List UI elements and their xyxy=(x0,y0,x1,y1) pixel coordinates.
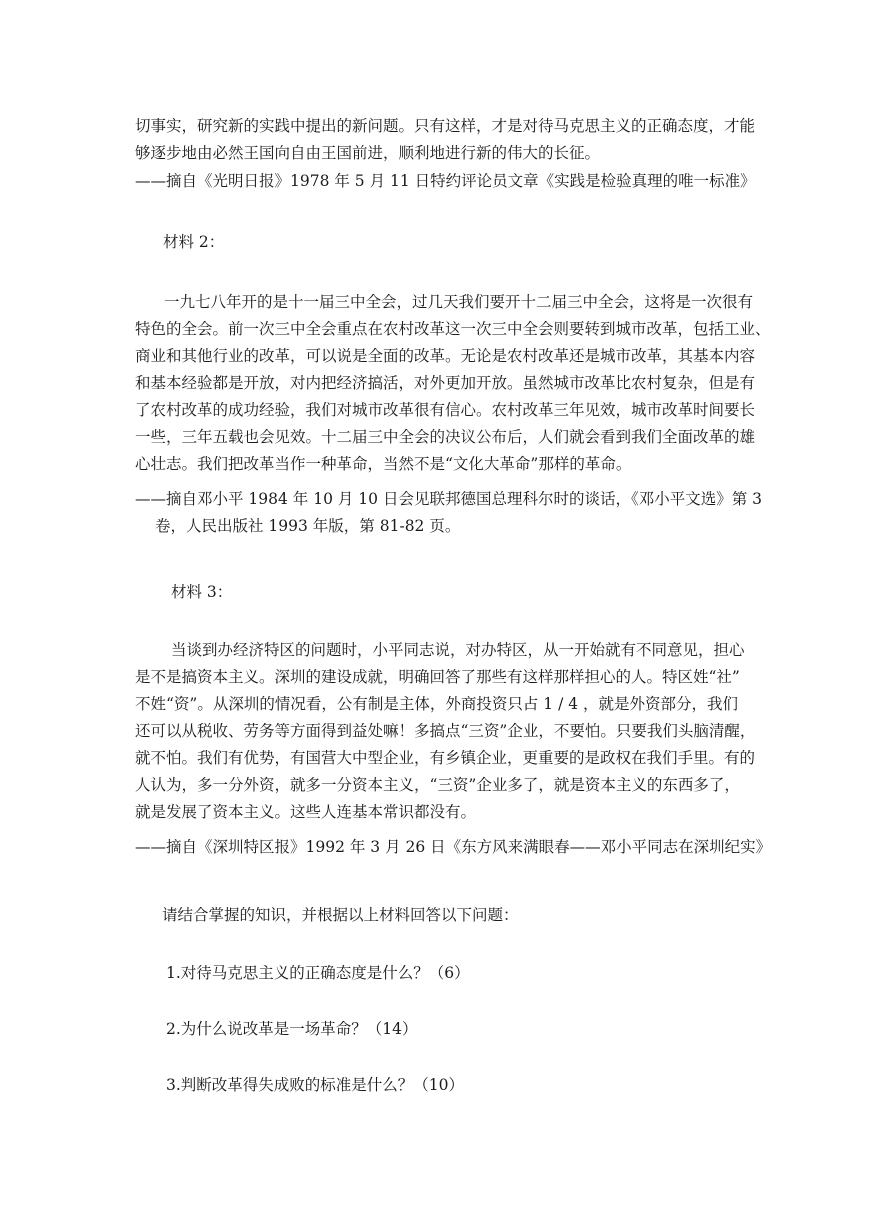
material3-text-line: 人认为，多一分外资，就多一分资本主义，“三资”企业多了，就是资本主义的东西多了， xyxy=(135,776,740,794)
material2-text-line: 一九七八年开的是十一届三中全会，过几天我们要开十二届三中全会，这将是一次很有 xyxy=(164,293,754,311)
material2-text-line: 心壮志。我们把改革当作一种革命，当然不是“文化大革命”那样的革命。 xyxy=(135,455,632,473)
material1-source: ——摘自《光明日报》1978 年 5 月 11 日特约评论员文章《实践是检验真理的唯一标准》 xyxy=(135,172,756,190)
material2-heading: 材料 2： xyxy=(163,233,225,251)
material2-text-line: 商业和其他行业的改革，可以说是全面的改革。无论是农村改革还是城市改革，其基本内容 xyxy=(135,347,756,365)
material3-source: ——摘自《深圳特区报》1992 年 3 月 26 日《东方风来满眼春——邓小平同志在深圳纪实》 xyxy=(135,838,772,856)
material2-text-line: 和基本经验都是开放，对内把经济搞活，对外更加开放。虽然城市改革比农村复杂，但是有 xyxy=(135,374,756,392)
material3-heading: 材料 3： xyxy=(171,583,233,601)
material3-text-line: 还可以从税收、劳务等方面得到益处嘛！多搞点“三资”企业，不要怕。只要我们头脑清醒， xyxy=(135,722,756,740)
questions-prompt: 请结合掌握的知识，并根据以上材料回答以下问题： xyxy=(162,906,519,924)
material2-source-cont: 卷，人民出版社 1993 年版，第 81-82 页。 xyxy=(155,517,461,535)
question-item: 2.为什么说改革是一场革命？（14） xyxy=(166,1020,418,1038)
question-item: 3.判断改革得失成败的标准是什么？（10） xyxy=(166,1076,465,1094)
material1-text-line: 够逐步地由必然王国向自由王国前进，顺利地进行新的伟大的长征。 xyxy=(135,144,601,162)
material2-text-line: 了农村改革的成功经验，我们对城市改革很有信心。农村改革三年见效，城市改革时间要长 xyxy=(135,401,756,419)
question-item: 1.对待马克思主义的正确态度是什么？（6） xyxy=(166,964,470,982)
material2-text-line: 一些，三年五载也会见效。十二届三中全会的决议公布后，人们就会看到我们全面改革的雄 xyxy=(135,428,756,446)
material3-text-line: 就不怕。我们有优势，有国营大中型企业，有乡镇企业，更重要的是政权在我们手里。有的 xyxy=(135,749,756,767)
material3-text-line: 是不是搞资本主义。深圳的建设成就，明确回答了那些有这样那样担心的人。特区姓“社” xyxy=(135,668,740,686)
material3-text-line: 当谈到办经济特区的问题时，小平同志说，对办特区，从一开始就有不同意见，担心 xyxy=(171,641,745,659)
material3-text-line: 就是发展了资本主义。这些人连基本常识都没有。 xyxy=(135,803,477,821)
material2-text-line: 特色的全会。前一次三中全会重点在农村改革这一次三中全会则要转到城市改革，包括工业、 xyxy=(135,320,771,338)
material1-text-line: 切事实，研究新的实践中提出的新问题。只有这样，才是对待马克思主义的正确态度，才能 xyxy=(135,117,756,135)
material2-source: ——摘自邓小平 1984 年 10 月 10 日会见联邦德国总理科尔时的谈话，《邓小平文选》第 3 xyxy=(135,490,762,508)
material3-text-line: 不姓“资”。从深圳的情况看，公有制是主体，外商投资只占 1 / 4 ，就是外资部分，我们 xyxy=(135,695,739,713)
